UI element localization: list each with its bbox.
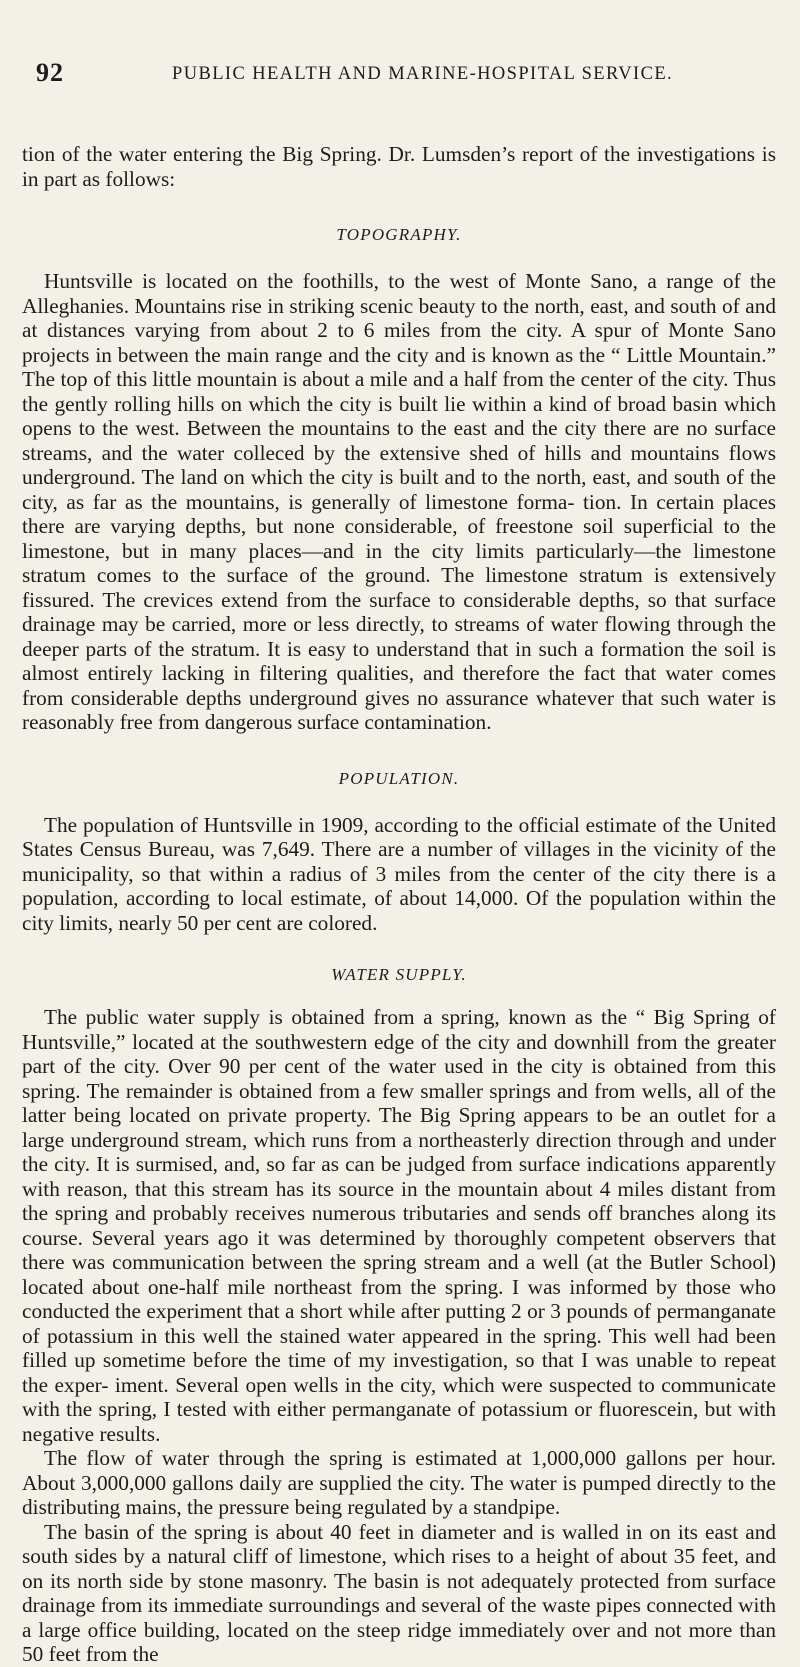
population-paragraph: The population of Huntsville in 1909, according to the official estimate of the United States Census Bureau, was 7,649. There are a number of villages in the vicinity of the municipality, so that within a radius of 3 miles from the center of the city there is a population, according to local estimate, of about 14,000. Of the population within the city limits, nearly 50 per cent are colored. — [22, 812, 776, 935]
water-supply-paragraph-basin: The basin of the spring is about 40 feet in diameter and is walled in on its east and south sides by a natural cliff of limestone, which rises to a height of about 35 feet, and on its north side by stone masonry. The basin is not adequately protected from surface drainage from its immediate surroundings and several of the waste pipes connected with a large office building, located on the steep ridge immediately over and not more than 50 feet from the — [22, 1519, 776, 1666]
intro-paragraph: tion of the water entering the Big Spring. Dr. Lumsden’s report of the investigations is in part as follows: — [22, 142, 776, 191]
water-supply-paragraph-source: The public water supply is obtained from a spring, known as the “ Big Spring of Huntsville,” located at the southwestern edge of the city and downhill from the greater part of the city. Over 90 per cent of the water used in the city is obtained from this spring. The remainder is obtained from a few smaller springs and from wells, all of the latter being located on private property. The Big Spring appears to be an outlet for a large underground stream, which runs from a northeasterly direction through and under the city. It is surmised, and, so far as can be judged from surface indications apparently with reason, that this stream has its source in the mountain about 4 miles distant from the spring and probably receives numerous tributaries and sends off branches along its course. Several years ago it was determined by thoroughly competent observers that there was communication between the spring stream and a well (at the Butler School) located about one-half mile northeast from the spring. I was informed by those who conducted the experiment that a short while after putting 2 or 3 pounds of permanganate of potassium in this well the stained water appeared in the spring. This well had been filled up sometime before the time of my investigation, so that I was unable to repeat the exper- iment. Several open wells in the city, which were suspected to communicate with the spring, I tested with either permanganate of potassium or fluorescein, but with negative results. — [22, 1005, 776, 1446]
section-heading-population: POPULATION. — [338, 768, 460, 788]
section-heading-water-supply: WATER SUPPLY. — [331, 965, 467, 984]
topography-paragraph: Huntsville is located on the foothills, to the west of Monte Sano, a range of the Alleghanies. Mountains rise in striking scenic beauty to the north, east, and south of and at distances varying from about 2 to 6 miles from the city. A spur of Monte Sano projects in between the main range and the city and is known as the “ Little Mountain.” The top of this little mountain is about a mile and a half from the center of the city. Thus the gently rolling hills on which the city is built lie within a kind of broad basin which opens to the west. Between the mountains to the east and the city there are no surface streams, and the water colleced by the extensive shed of hills and mountains flows underground. The land on which the city is built and to the north, east, and south of the city, as far as the mountains, is generally of limestone forma- tion. In certain places there are varying depths, but none considerable, of freestone soil superficial to the limestone, but in many places—and in the city limits particularly—the limestone stratum comes to the surface of the ground. The limestone stratum is extensively fissured. The crevices extend from the surface to considerable depths, so that surface drainage may be carried, more or less directly, to streams of water flowing through the deeper parts of the stratum. It is easy to understand that in such a formation the soil is almost entirely lacking in filtering qualities, and therefore the fact that water comes from considerable depths underground gives no assurance whatever that such water is reasonably free from dangerous surface contamination. — [22, 269, 776, 734]
page-number: 92 — [36, 58, 64, 87]
running-header — [22, 58, 776, 98]
section-heading-topography: TOPOGRAPHY. — [336, 225, 462, 244]
water-supply-paragraph-flow: The flow of water through the spring is estimated at 1,000,000 gallons per hour. About 3,000,000 gallons daily are supplied the city. The water is pumped directly to the distributing mains, the pressure being regulated by a standpipe. — [22, 1446, 776, 1519]
running-header-title: PUBLIC HEALTH AND MARINE-HOSPITAL SERVICE. — [172, 64, 674, 84]
